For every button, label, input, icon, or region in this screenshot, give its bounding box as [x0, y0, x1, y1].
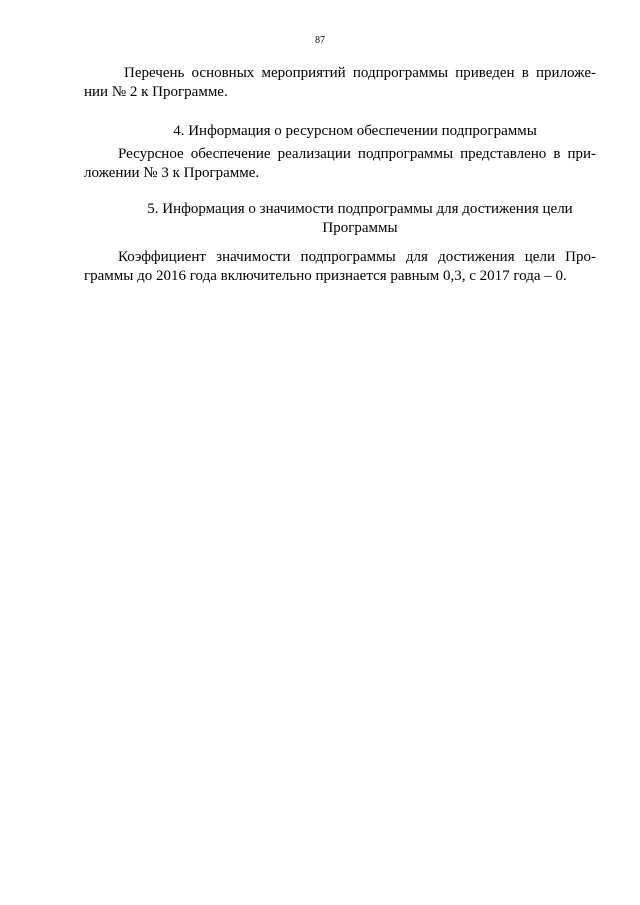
paragraph-significance — [84, 248, 596, 286]
paragraph-line: Коэффициент значимости подпрограммы для достижения цели Про- — [118, 249, 596, 265]
paragraph-resources — [84, 145, 596, 183]
section-5-heading-line: 5. Информация о значимости подпрограммы для достижения цели — [147, 201, 573, 217]
paragraph-line: нии № 2 к Программе. — [84, 84, 228, 100]
paragraph-line: Перечень основных мероприятий подпрограммы приведен в приложе- — [124, 65, 596, 81]
paragraph-line: граммы до 2016 года включительно признается равным 0,3, с 2017 года – 0. — [84, 268, 567, 284]
page-number: 87 — [315, 35, 325, 46]
section-5-heading — [104, 200, 616, 238]
section-4-heading: 4. Информация о ресурсном обеспечении подпрограммы — [173, 123, 537, 139]
paragraph-measures — [84, 64, 596, 102]
paragraph-line: ложении № 3 к Программе. — [84, 165, 260, 181]
section-5-heading-line: Программы — [322, 220, 398, 236]
paragraph-line: Ресурсное обеспечение реализации подпрограммы представлено в при- — [118, 146, 596, 162]
